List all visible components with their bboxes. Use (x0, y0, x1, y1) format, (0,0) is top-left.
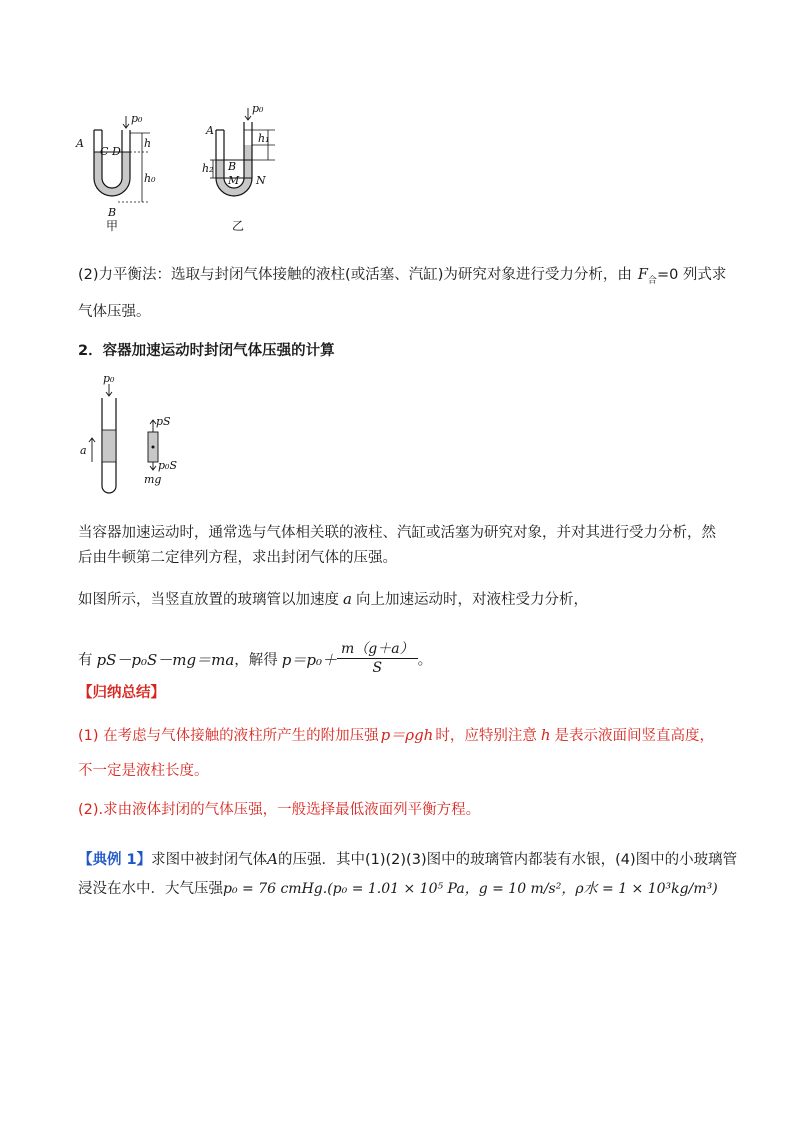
force-balance-text-post: =0 列式求 (656, 267, 727, 283)
F-symbol: F (637, 267, 648, 283)
label-jia-p0: p₀ (131, 112, 143, 125)
example1-line2 (78, 879, 718, 899)
example-setup-post: 向上加速运动时，对液柱受力分析， (355, 592, 588, 608)
force-balance-line1 (78, 265, 726, 291)
summary-item1-line2: 不一定是液柱长度。 (78, 763, 209, 779)
label-tube-pS: pS (156, 415, 171, 428)
summary-heading: 【归纳总结】 (78, 685, 165, 701)
equation-lead: 有 (78, 652, 93, 669)
label-tube-a: a (80, 444, 87, 457)
caption-yi: 乙 (232, 219, 245, 233)
label-jia-D: D (112, 145, 121, 158)
label-tube-p0: p₀ (103, 372, 115, 385)
example1-pre: 求图中被封闭气体 (151, 852, 268, 868)
label-yi-h1: h₁ (258, 132, 270, 145)
label-jia-A: A (76, 137, 84, 150)
test-tube-figure (76, 370, 196, 500)
u-tube-figures (70, 100, 290, 240)
summary-item1-post: 是表示液面间竖直高度， (554, 728, 715, 744)
accel-line1: 当容器加速运动时，通常选与气体相关联的液柱、汽缸或活塞为研究对象，并对其进行受力分析，然 (78, 525, 716, 541)
summary-formula: p＝ρgh (380, 726, 434, 744)
summary-item1-pre: (1) 在考虑与气体接触的液柱所产生的附加压强 (78, 728, 379, 744)
equation-end: 。 (417, 652, 433, 669)
force-balance-text: (2)力平衡法：选取与封闭气体接触的液柱(或活塞、汽缸)为研究对象进行受力分析，由 (78, 267, 632, 283)
section2-heading: 2．容器加速运动时封闭气体压强的计算 (78, 343, 335, 359)
label-yi-h2: h₂ (202, 162, 214, 175)
example1-line1 (78, 849, 737, 870)
equation-line (78, 642, 432, 679)
example1-var-A: A (267, 850, 278, 868)
label-tube-mg: mg (144, 473, 162, 486)
equation-mid: ，解得 (234, 652, 278, 669)
label-tube-p0S: p₀S (158, 459, 177, 472)
fraction-numerator: m（g＋a） (337, 640, 418, 659)
example-setup-pre: 如图所示，当竖直放置的玻璃管以加速度 (78, 592, 339, 608)
example1-post: 的压强．其中(1)(2)(3)图中的玻璃管内都装有水银，(4)图中的小玻璃管 (277, 852, 738, 868)
label-yi-B: B (228, 160, 237, 173)
accel-line2: 后由牛顿第二定律列方程，求出封闭气体的压强。 (78, 550, 397, 566)
example-setup-line (78, 589, 588, 610)
summary-var-h: h (540, 726, 551, 744)
label-yi-N: N (256, 174, 266, 187)
label-jia-C: C (100, 145, 109, 158)
label-yi-M: M (228, 174, 240, 187)
summary-item1-mid: 时，应特别注意 (435, 728, 537, 744)
label-jia-h: h (144, 137, 152, 150)
equation-result: p＝p₀＋ (281, 650, 337, 669)
summary-item1-line1 (78, 725, 714, 746)
var-a: a (343, 590, 352, 608)
example1-constants: p₀ = 76 cmHg.(p₀ = 1.01 × 10⁵ Pa，g = 10 m/s²，ρ水 = 1 × 10³kg/m³) (223, 881, 718, 897)
equation-fraction (337, 640, 418, 677)
label-yi-A: A (206, 124, 214, 137)
example1-line2-pre: 浸没在水中．大气压强 (78, 881, 223, 897)
label-jia-B: B (108, 206, 117, 219)
label-jia-h0: h₀ (144, 172, 156, 185)
force-balance-line2: 气体压强。 (78, 304, 151, 320)
figure-yi (202, 102, 275, 233)
summary-item2: (2).求由液体封闭的气体压强，一般选择最低液面列平衡方程。 (78, 802, 481, 818)
F-subscript: 合 (647, 275, 657, 286)
equation-newton: pS－p₀S－mg＝ma (96, 650, 235, 669)
caption-jia: 甲 (106, 219, 119, 233)
label-yi-p0: p₀ (252, 102, 264, 115)
example1-tag: 【典例 1】 (78, 852, 152, 868)
fraction-denominator: S (372, 660, 383, 676)
figure-jia (75, 112, 156, 233)
